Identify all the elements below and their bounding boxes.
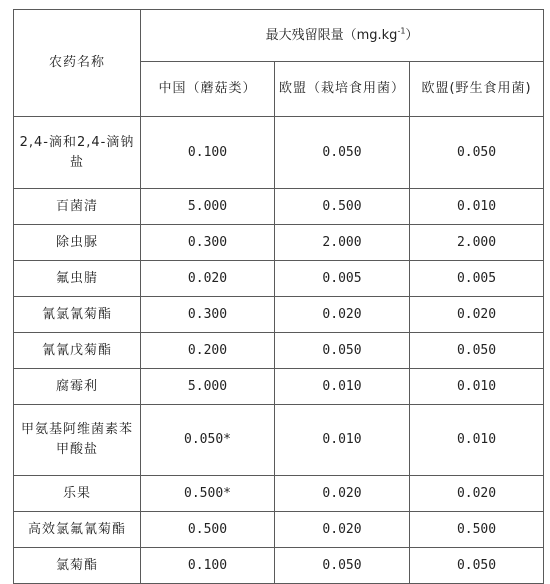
eu-wild-mrl-cell: 0.020 — [410, 476, 544, 512]
header-eu-cultivated: 欧盟（栽培食用菌） — [275, 62, 410, 117]
china-mrl-cell: 0.100 — [141, 548, 275, 584]
header-mrl-prefix: 最大残留限量（mg.kg — [265, 27, 398, 43]
header-mrl-sup: -1 — [397, 26, 406, 36]
pesticide-name-cell: 甲氨基阿维菌素苯甲酸盐 — [14, 405, 141, 476]
table-row — [14, 512, 544, 548]
china-mrl-cell: 0.500 — [141, 512, 275, 548]
pesticide-name-cell: 乐果 — [14, 476, 141, 512]
mrl-comparison-table — [13, 9, 544, 584]
eu-wild-mrl-cell: 0.020 — [410, 297, 544, 333]
eu-cultivated-mrl-cell: 0.005 — [275, 261, 410, 297]
eu-wild-mrl-cell: 0.500 — [410, 512, 544, 548]
pesticide-name-cell: 百菌清 — [14, 189, 141, 225]
table-row — [14, 189, 544, 225]
header-row-top — [14, 10, 544, 62]
eu-wild-mrl-cell: 0.005 — [410, 261, 544, 297]
table-row — [14, 476, 544, 512]
pesticide-name-cell: 2,4-滴和2,4-滴钠盐 — [14, 117, 141, 189]
eu-wild-mrl-cell: 0.050 — [410, 548, 544, 584]
china-mrl-cell: 5.000 — [141, 189, 275, 225]
table-row — [14, 548, 544, 584]
china-mrl-cell: 0.020 — [141, 261, 275, 297]
china-mrl-cell: 0.100 — [141, 117, 275, 189]
pesticide-name-cell: 氯菊酯 — [14, 548, 141, 584]
eu-cultivated-mrl-cell: 0.020 — [275, 476, 410, 512]
header-mrl — [141, 10, 544, 62]
header-mrl-suffix: ） — [405, 27, 419, 43]
eu-cultivated-mrl-cell: 0.010 — [275, 369, 410, 405]
eu-cultivated-mrl-cell: 0.020 — [275, 297, 410, 333]
china-mrl-cell: 0.300 — [141, 225, 275, 261]
table-row — [14, 405, 544, 476]
eu-cultivated-mrl-cell: 0.010 — [275, 405, 410, 476]
china-mrl-cell: 0.050* — [141, 405, 275, 476]
table-row — [14, 261, 544, 297]
table-body — [14, 117, 544, 584]
eu-wild-mrl-cell: 2.000 — [410, 225, 544, 261]
eu-wild-mrl-cell: 0.010 — [410, 405, 544, 476]
pesticide-name-cell: 除虫脲 — [14, 225, 141, 261]
pesticide-name-cell: 氰氰戊菊酯 — [14, 333, 141, 369]
table-row — [14, 333, 544, 369]
table-row — [14, 369, 544, 405]
pesticide-name-cell: 高效氯氟氰菊酯 — [14, 512, 141, 548]
eu-wild-mrl-cell: 0.050 — [410, 333, 544, 369]
china-mrl-cell: 0.200 — [141, 333, 275, 369]
pesticide-name-cell: 氟虫腈 — [14, 261, 141, 297]
header-pesticide-name: 农药名称 — [14, 10, 141, 117]
eu-cultivated-mrl-cell: 0.500 — [275, 189, 410, 225]
pesticide-name-cell: 腐霉利 — [14, 369, 141, 405]
eu-wild-mrl-cell: 0.050 — [410, 117, 544, 189]
table-row — [14, 297, 544, 333]
eu-cultivated-mrl-cell: 2.000 — [275, 225, 410, 261]
table-row — [14, 225, 544, 261]
eu-wild-mrl-cell: 0.010 — [410, 369, 544, 405]
pesticide-name-cell: 氰氯氰菊酯 — [14, 297, 141, 333]
eu-cultivated-mrl-cell: 0.050 — [275, 548, 410, 584]
china-mrl-cell: 5.000 — [141, 369, 275, 405]
header-china: 中国（蘑菇类） — [141, 62, 275, 117]
table-row — [14, 117, 544, 189]
eu-cultivated-mrl-cell: 0.050 — [275, 333, 410, 369]
eu-cultivated-mrl-cell: 0.020 — [275, 512, 410, 548]
eu-wild-mrl-cell: 0.010 — [410, 189, 544, 225]
eu-cultivated-mrl-cell: 0.050 — [275, 117, 410, 189]
china-mrl-cell: 0.500* — [141, 476, 275, 512]
header-eu-wild: 欧盟(野生食用菌) — [410, 62, 544, 117]
china-mrl-cell: 0.300 — [141, 297, 275, 333]
